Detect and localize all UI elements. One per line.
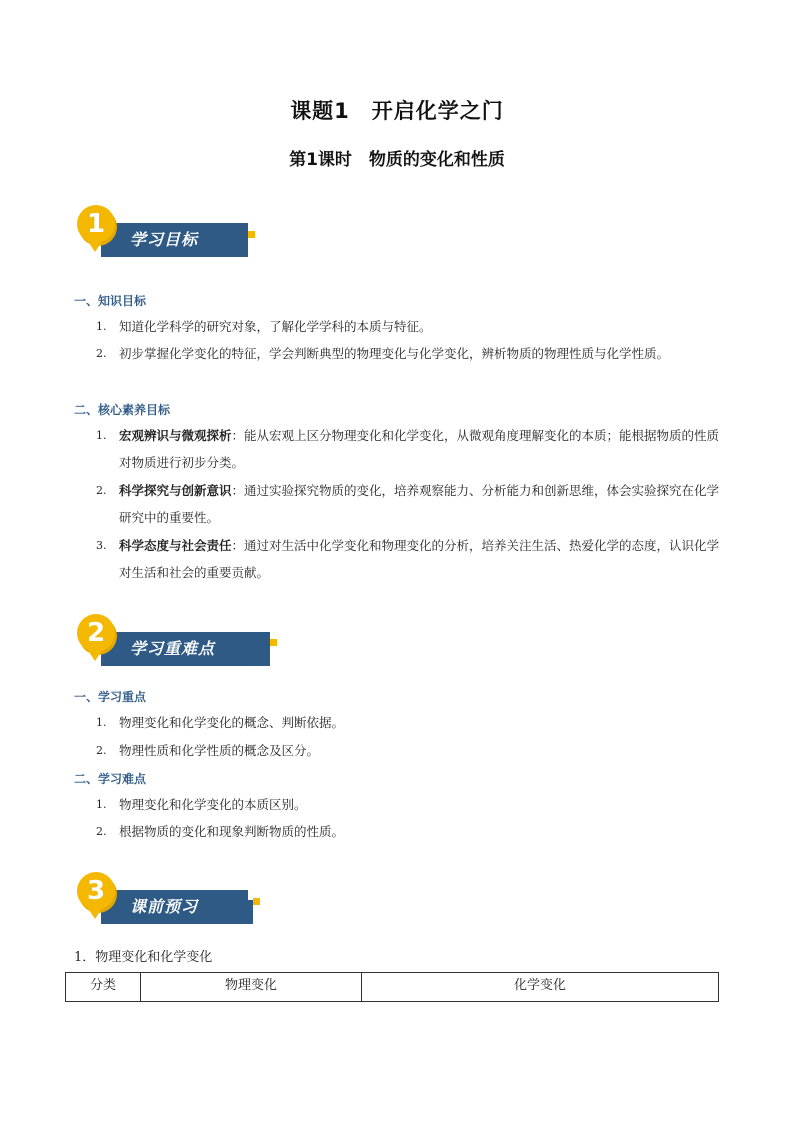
- table-row: [66, 973, 719, 1002]
- list-item: 2. 科学探究与创新意识：通过实验探究物质的变化，培养观察能力、分析能力和创新思维，体会实验探究在化学研究中的重要性。: [96, 483, 720, 525]
- list-item: 1. 宏观辨识与微观探析：能从宏观上区分物理变化和化学变化，从微观角度理解变化的本质；能根据物质的性质对物质进行初步分类。: [96, 428, 720, 470]
- bar-tail: [243, 900, 253, 924]
- table-header-cell: 物理变化: [141, 973, 362, 1002]
- list-item: 1. 物理变化和化学变化的本质区别。: [96, 797, 307, 812]
- section-badge-goals: [77, 205, 277, 265]
- section-label-preview: 课前预习: [101, 890, 248, 924]
- list-item: 3. 科学态度与社会责任：通过对生活中化学变化和物理变化的分析，培养关注生活、热爱化学的态度，认识化学对生活和社会的重要贡献。: [96, 538, 720, 580]
- accent-dot: [270, 639, 277, 646]
- list-item: 2. 根据物质的变化和现象判断物质的性质。: [96, 824, 345, 839]
- section-label-keypoints: 学习重难点: [101, 632, 270, 666]
- section-badge-preview: [77, 872, 277, 932]
- section-number-icon: 3: [77, 872, 115, 910]
- table-header-cell: 化学变化: [362, 973, 719, 1002]
- list-item: 1. 物理变化和化学变化的概念、判断依据。: [96, 715, 345, 730]
- accent-dot: [253, 898, 260, 905]
- bar-tail: [237, 233, 247, 257]
- bar-tail: [259, 642, 269, 666]
- section-number-icon: 2: [77, 614, 115, 652]
- preview-table: [65, 972, 719, 1002]
- section-badge-keypoints: [77, 614, 277, 674]
- preview-item-title: 1．物理变化和化学变化: [74, 950, 213, 965]
- focus-heading: 一、学习重点: [74, 690, 147, 704]
- page-title: 课题1 开启化学之门: [290, 99, 504, 123]
- section-label-goals: 学习目标: [101, 223, 248, 257]
- table-header-cell: 分类: [66, 973, 141, 1002]
- page-subtitle: 第1课时 物质的变化和性质: [289, 150, 505, 170]
- accent-dot: [248, 231, 255, 238]
- difficulty-heading: 二、学习难点: [74, 772, 147, 786]
- list-item: 2. 物理性质和化学性质的概念及区分。: [96, 743, 320, 758]
- list-item: 2. 初步掌握化学变化的特征，学会判断典型的物理变化与化学变化，辨析物质的物理性质与化学性质。: [96, 346, 670, 361]
- knowledge-goals-heading: 一、知识目标: [74, 294, 147, 308]
- section-number-icon: 1: [77, 205, 115, 243]
- core-goals-heading: 二、核心素养目标: [74, 403, 171, 417]
- list-item: 1. 知道化学科学的研究对象，了解化学学科的本质与特征。: [96, 319, 432, 334]
